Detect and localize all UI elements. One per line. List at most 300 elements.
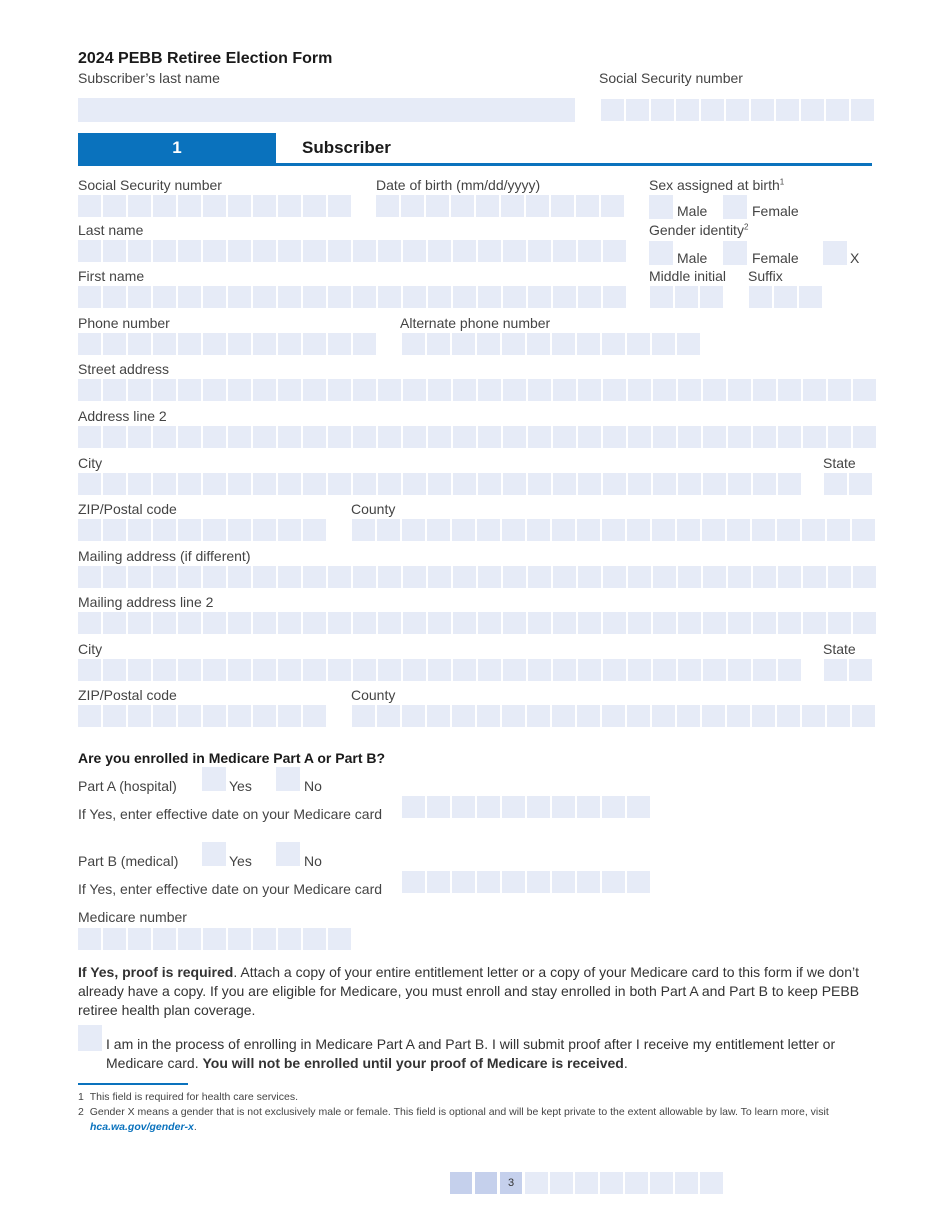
char-box[interactable] [528,286,551,308]
char-box[interactable] [477,796,500,818]
char-box[interactable] [502,871,525,893]
char-box[interactable] [753,379,776,401]
char-box[interactable] [603,379,626,401]
char-box[interactable] [378,566,401,588]
char-box[interactable] [603,240,626,262]
char-box[interactable] [103,473,126,495]
char-box[interactable] [178,928,201,950]
char-box[interactable] [753,473,776,495]
char-box[interactable] [751,99,774,121]
zip-field[interactable] [78,519,328,541]
char-box[interactable] [528,566,551,588]
medicare-number-field[interactable] [78,928,353,950]
char-box[interactable] [627,705,650,727]
ssn-field[interactable] [78,195,353,217]
char-box[interactable] [203,928,226,950]
char-box[interactable] [303,333,326,355]
char-box[interactable] [477,333,500,355]
char-box[interactable] [203,333,226,355]
char-box[interactable] [577,796,600,818]
char-box[interactable] [253,473,276,495]
last-name-field[interactable] [78,240,628,262]
char-box[interactable] [753,426,776,448]
char-box[interactable] [778,473,801,495]
char-box[interactable] [328,195,351,217]
char-box[interactable] [852,519,875,541]
char-box[interactable] [578,426,601,448]
char-box[interactable] [153,426,176,448]
char-box[interactable] [728,473,751,495]
char-box[interactable] [303,705,326,727]
char-box[interactable] [553,240,576,262]
mailing-county-field[interactable] [352,705,877,727]
first-name-field[interactable] [78,286,628,308]
char-box[interactable] [178,426,201,448]
char-box[interactable] [278,519,301,541]
char-box[interactable] [452,705,475,727]
char-box[interactable] [376,195,399,217]
char-box[interactable] [203,286,226,308]
char-box[interactable] [228,928,251,950]
char-box[interactable] [128,519,151,541]
char-box[interactable] [128,426,151,448]
char-box[interactable] [578,473,601,495]
char-box[interactable] [552,705,575,727]
char-box[interactable] [653,566,676,588]
char-box[interactable] [78,659,101,681]
char-box[interactable] [728,659,751,681]
char-box[interactable] [428,612,451,634]
char-box[interactable] [478,240,501,262]
char-box[interactable] [578,379,601,401]
char-box[interactable] [203,379,226,401]
char-box[interactable] [303,286,326,308]
char-box[interactable] [228,286,251,308]
char-box[interactable] [303,612,326,634]
char-box[interactable] [577,519,600,541]
char-box[interactable] [727,705,750,727]
char-box[interactable] [703,473,726,495]
char-box[interactable] [328,659,351,681]
char-box[interactable] [78,519,101,541]
char-box[interactable] [78,286,101,308]
char-box[interactable] [278,286,301,308]
char-box[interactable] [78,566,101,588]
char-box[interactable] [678,659,701,681]
char-box[interactable] [778,659,801,681]
char-box[interactable] [853,566,876,588]
char-box[interactable] [103,426,126,448]
char-box[interactable] [799,286,822,308]
char-box[interactable] [503,566,526,588]
char-box[interactable] [528,659,551,681]
mailing-state-field[interactable] [824,659,874,681]
char-box[interactable] [503,659,526,681]
char-box[interactable] [728,566,751,588]
char-box[interactable] [728,379,751,401]
char-box[interactable] [278,240,301,262]
char-box[interactable] [628,426,651,448]
char-box[interactable] [502,796,525,818]
char-box[interactable] [528,379,551,401]
char-box[interactable] [303,426,326,448]
char-box[interactable] [824,659,847,681]
char-box[interactable] [552,871,575,893]
char-box[interactable] [427,333,450,355]
char-box[interactable] [552,333,575,355]
char-box[interactable] [178,379,201,401]
char-box[interactable] [824,473,847,495]
char-box[interactable] [828,612,851,634]
char-box[interactable] [178,612,201,634]
char-box[interactable] [526,195,549,217]
char-box[interactable] [578,240,601,262]
char-box[interactable] [353,566,376,588]
char-box[interactable] [551,195,574,217]
char-box[interactable] [303,659,326,681]
char-box[interactable] [503,473,526,495]
char-box[interactable] [553,473,576,495]
street-field[interactable] [78,379,878,401]
char-box[interactable] [353,426,376,448]
char-box[interactable] [702,519,725,541]
char-box[interactable] [653,612,676,634]
char-box[interactable] [203,519,226,541]
char-box[interactable] [803,426,826,448]
char-box[interactable] [501,195,524,217]
char-box[interactable] [378,426,401,448]
char-box[interactable] [103,379,126,401]
char-box[interactable] [128,928,151,950]
char-box[interactable] [353,286,376,308]
char-box[interactable] [228,379,251,401]
char-box[interactable] [677,519,700,541]
char-box[interactable] [103,240,126,262]
char-box[interactable] [428,566,451,588]
char-box[interactable] [428,659,451,681]
char-box[interactable] [303,566,326,588]
char-box[interactable] [552,519,575,541]
char-box[interactable] [478,473,501,495]
char-box[interactable] [103,333,126,355]
char-box[interactable] [853,426,876,448]
char-box[interactable] [728,612,751,634]
char-box[interactable] [849,473,872,495]
char-box[interactable] [103,659,126,681]
char-box[interactable] [478,659,501,681]
char-box[interactable] [203,566,226,588]
char-box[interactable] [253,379,276,401]
char-box[interactable] [78,195,101,217]
char-box[interactable] [727,519,750,541]
char-box[interactable] [828,426,851,448]
char-box[interactable] [228,333,251,355]
char-box[interactable] [153,286,176,308]
char-box[interactable] [203,240,226,262]
sex-male-checkbox[interactable] [649,195,673,219]
char-box[interactable] [453,473,476,495]
char-box[interactable] [428,286,451,308]
middle-initial-field[interactable] [650,286,725,308]
char-box[interactable] [453,566,476,588]
char-box[interactable] [178,705,201,727]
char-box[interactable] [453,612,476,634]
char-box[interactable] [527,796,550,818]
char-box[interactable] [402,519,425,541]
char-box[interactable] [552,796,575,818]
char-box[interactable] [353,612,376,634]
char-box[interactable] [153,379,176,401]
char-box[interactable] [503,379,526,401]
char-box[interactable] [628,379,651,401]
char-box[interactable] [702,705,725,727]
char-box[interactable] [128,240,151,262]
char-box[interactable] [303,473,326,495]
char-box[interactable] [675,286,698,308]
char-box[interactable] [103,286,126,308]
part-a-yes-checkbox[interactable] [202,767,226,791]
char-box[interactable] [826,99,849,121]
char-box[interactable] [578,612,601,634]
char-box[interactable] [103,519,126,541]
char-box[interactable] [703,659,726,681]
char-box[interactable] [378,240,401,262]
char-box[interactable] [402,871,425,893]
char-box[interactable] [203,612,226,634]
header-last-name-field[interactable] [78,98,575,122]
char-box[interactable] [427,705,450,727]
char-box[interactable] [103,928,126,950]
char-box[interactable] [128,379,151,401]
char-box[interactable] [627,796,650,818]
char-box[interactable] [853,612,876,634]
char-box[interactable] [653,426,676,448]
char-box[interactable] [78,426,101,448]
char-box[interactable] [852,705,875,727]
char-box[interactable] [527,519,550,541]
mailing-zip-field[interactable] [78,705,328,727]
char-box[interactable] [827,705,850,727]
char-box[interactable] [452,519,475,541]
char-box[interactable] [278,473,301,495]
char-box[interactable] [378,659,401,681]
char-box[interactable] [128,705,151,727]
char-box[interactable] [278,612,301,634]
char-box[interactable] [628,473,651,495]
char-box[interactable] [700,286,723,308]
char-box[interactable] [701,99,724,121]
char-box[interactable] [128,333,151,355]
char-box[interactable] [178,195,201,217]
char-box[interactable] [78,612,101,634]
char-box[interactable] [328,566,351,588]
char-box[interactable] [601,195,624,217]
char-box[interactable] [427,796,450,818]
gender-x-link[interactable]: hca.wa.gov/gender-x [90,1121,194,1133]
char-box[interactable] [803,566,826,588]
char-box[interactable] [851,99,874,121]
char-box[interactable] [203,473,226,495]
char-box[interactable] [502,705,525,727]
char-box[interactable] [378,379,401,401]
char-box[interactable] [553,286,576,308]
char-box[interactable] [428,473,451,495]
char-box[interactable] [527,333,550,355]
char-box[interactable] [228,566,251,588]
char-box[interactable] [153,566,176,588]
char-box[interactable] [676,99,699,121]
char-box[interactable] [253,240,276,262]
char-box[interactable] [453,426,476,448]
char-box[interactable] [603,659,626,681]
char-box[interactable] [128,195,151,217]
char-box[interactable] [303,379,326,401]
char-box[interactable] [377,705,400,727]
char-box[interactable] [178,333,201,355]
char-box[interactable] [477,519,500,541]
char-box[interactable] [778,379,801,401]
char-box[interactable] [602,871,625,893]
char-box[interactable] [403,426,426,448]
char-box[interactable] [627,871,650,893]
char-box[interactable] [403,612,426,634]
char-box[interactable] [178,519,201,541]
char-box[interactable] [527,871,550,893]
char-box[interactable] [603,426,626,448]
char-box[interactable] [453,379,476,401]
char-box[interactable] [478,612,501,634]
char-box[interactable] [650,286,673,308]
char-box[interactable] [402,333,425,355]
char-box[interactable] [528,612,551,634]
char-box[interactable] [603,566,626,588]
char-box[interactable] [153,195,176,217]
char-box[interactable] [228,195,251,217]
char-box[interactable] [653,379,676,401]
char-box[interactable] [528,473,551,495]
char-box[interactable] [253,333,276,355]
char-box[interactable] [303,928,326,950]
char-box[interactable] [403,473,426,495]
char-box[interactable] [577,705,600,727]
char-box[interactable] [528,426,551,448]
char-box[interactable] [478,426,501,448]
char-box[interactable] [78,333,101,355]
char-box[interactable] [153,928,176,950]
char-box[interactable] [478,566,501,588]
char-box[interactable] [703,612,726,634]
char-box[interactable] [628,659,651,681]
char-box[interactable] [601,99,624,121]
char-box[interactable] [602,705,625,727]
char-box[interactable] [678,612,701,634]
char-box[interactable] [602,333,625,355]
char-box[interactable] [303,195,326,217]
char-box[interactable] [78,928,101,950]
char-box[interactable] [353,240,376,262]
char-box[interactable] [153,473,176,495]
char-box[interactable] [553,659,576,681]
char-box[interactable] [578,566,601,588]
char-box[interactable] [802,519,825,541]
char-box[interactable] [626,99,649,121]
char-box[interactable] [503,286,526,308]
char-box[interactable] [353,473,376,495]
char-box[interactable] [453,659,476,681]
char-box[interactable] [776,99,799,121]
char-box[interactable] [428,240,451,262]
county-field[interactable] [352,519,877,541]
char-box[interactable] [603,612,626,634]
char-box[interactable] [428,426,451,448]
header-ssn-field[interactable] [601,99,876,121]
char-box[interactable] [778,612,801,634]
char-box[interactable] [426,195,449,217]
alt-phone-field[interactable] [402,333,702,355]
char-box[interactable] [103,195,126,217]
char-box[interactable] [278,566,301,588]
char-box[interactable] [602,519,625,541]
char-box[interactable] [128,612,151,634]
char-box[interactable] [652,333,675,355]
char-box[interactable] [628,612,651,634]
char-box[interactable] [128,286,151,308]
char-box[interactable] [578,659,601,681]
char-box[interactable] [228,612,251,634]
char-box[interactable] [203,659,226,681]
char-box[interactable] [553,612,576,634]
char-box[interactable] [778,566,801,588]
char-box[interactable] [678,473,701,495]
char-box[interactable] [278,705,301,727]
char-box[interactable] [828,379,851,401]
char-box[interactable] [402,705,425,727]
char-box[interactable] [753,566,776,588]
phone-field[interactable] [78,333,378,355]
char-box[interactable] [528,240,551,262]
char-box[interactable] [801,99,824,121]
char-box[interactable] [253,566,276,588]
char-box[interactable] [753,612,776,634]
char-box[interactable] [652,519,675,541]
mailing-city-field[interactable] [78,659,803,681]
char-box[interactable] [328,928,351,950]
char-box[interactable] [103,612,126,634]
char-box[interactable] [628,566,651,588]
char-box[interactable] [228,659,251,681]
char-box[interactable] [253,286,276,308]
char-box[interactable] [78,379,101,401]
char-box[interactable] [228,705,251,727]
char-box[interactable] [677,705,700,727]
mailing2-field[interactable] [78,612,878,634]
char-box[interactable] [103,566,126,588]
part-b-no-checkbox[interactable] [276,842,300,866]
char-box[interactable] [703,426,726,448]
dob-field[interactable] [376,195,626,217]
char-box[interactable] [253,195,276,217]
char-box[interactable] [603,473,626,495]
char-box[interactable] [278,195,301,217]
char-box[interactable] [278,659,301,681]
char-box[interactable] [553,426,576,448]
char-box[interactable] [178,473,201,495]
char-box[interactable] [278,379,301,401]
char-box[interactable] [652,705,675,727]
char-box[interactable] [502,333,525,355]
char-box[interactable] [328,379,351,401]
char-box[interactable] [402,796,425,818]
